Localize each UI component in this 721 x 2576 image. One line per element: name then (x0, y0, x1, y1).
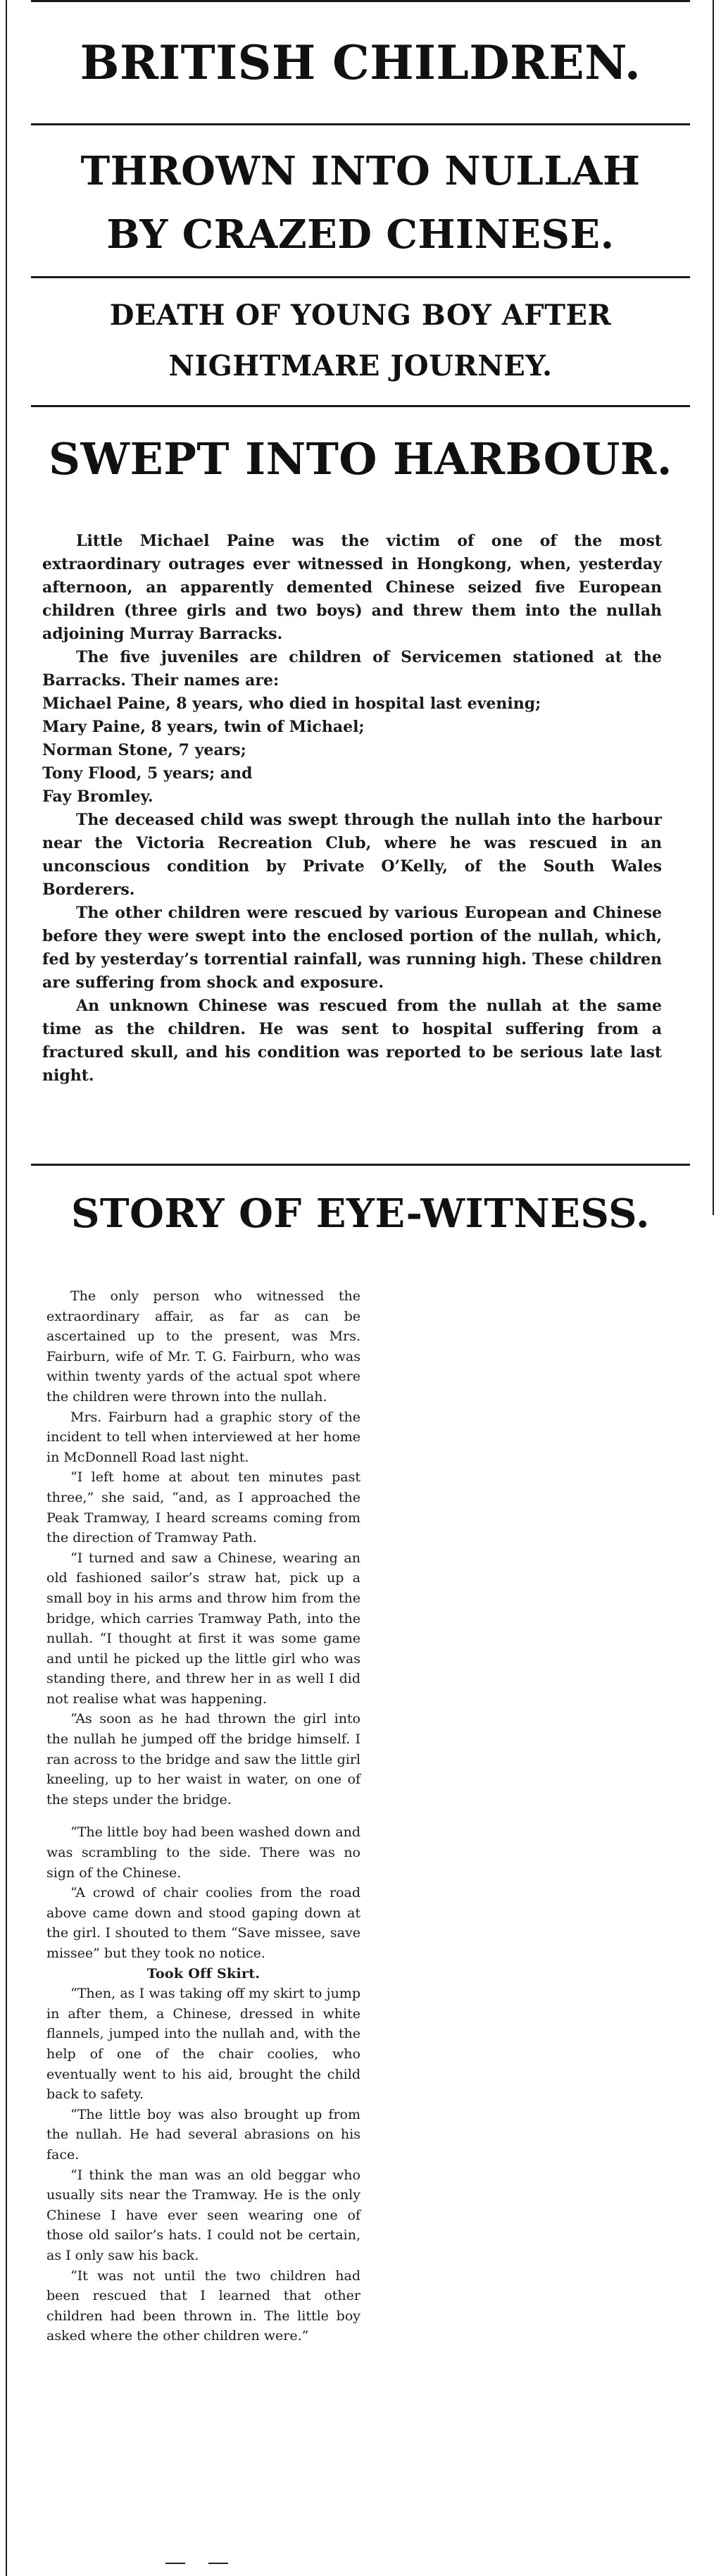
victim-name: Tony Flood, 5 years; and (42, 764, 253, 783)
lead-paragraph-3: The deceased child was swept through the nullah into the harbour near the Victoria Recreation Club, where he was rescued in an unconscious condition by Private O’Kelly, of the South Wales Borderers. (42, 811, 662, 899)
story-paragraph-5: “As soon as he had thrown the girl into the nullah he jumped off the bridge himself. I ran across to the bridge and saw the little girl kneeling, up to her waist in water, on one of the steps under the bridge. (46, 1711, 360, 1807)
story-paragraph-8: “Then, as I was taking off my skirt to jump in after them, a Chinese, dressed in white flannels, jumped into the nullah and, with the help of one of the chair coolies, who eventually went to his aid, brought the child back to safety. (46, 1986, 360, 2103)
victim-name: Norman Stone, 7 years; (42, 741, 246, 759)
top-rule (31, 0, 690, 2)
story-paragraph-10: “I think the man was an old beggar who usually sits near the Tramway. He is the only Chinese I have ever seen wearing one of those old sailor’s hats. I could not be certain, as I only saw his back. (46, 2167, 360, 2263)
headline-rule-1 (31, 123, 690, 125)
lead-paragraph-5: An unknown Chinese was rescued from the nullah at the same time as the children. He was sent to hospital suffering from a fractured skull, and his condition was reported to be serious late last night. (42, 997, 662, 1085)
headline-deck-1-line-2: BY CRAZED CHINESE. (106, 211, 615, 258)
eyewitness-column (46, 1286, 360, 2346)
story-subhead: Took Off Skirt. (146, 1965, 261, 1981)
story-paragraph-2: Mrs. Fairburn had a graphic story of the incident to tell when interviewed at her home in McDonnell Road last night. (46, 1409, 360, 1465)
end-mark (208, 2563, 228, 2564)
section-headline: STORY OF EYE-WITNESS. (70, 1190, 651, 1237)
victim-name: Michael Paine, 8 years, who died in hospital last evening; (42, 695, 541, 713)
headline-deck-1-line-1: THROWN INTO NULLAH (80, 148, 641, 194)
end-mark (165, 2563, 185, 2564)
story-paragraph-11: “It was not until the two children had been rescued that I learned that other children had been thrown in. The little boy asked where the other children were.” (46, 2267, 360, 2344)
headline-rule-2 (31, 276, 690, 278)
story-paragraph-9: “The little boy was also brought up from the nullah. He had several abrasions on his face. (46, 2106, 360, 2163)
headline-deck-2 (13, 290, 708, 392)
lead-paragraph-2: The five juveniles are children of Servicemen stationed at the Barracks. Their names are: (42, 648, 662, 690)
headline-deck-3: SWEPT INTO HARBOUR. (49, 433, 672, 485)
lead-paragraphs (42, 530, 662, 1088)
headline-main: BRITISH CHILDREN. (80, 35, 641, 90)
lead-paragraph-4: The other children were rescued by various European and Chinese before they were swept into the enclosed portion of the nullah, which, fed by yesterday’s torrential rainfall, was running high. These children are suffering from shock and exposure. (42, 904, 662, 992)
victim-name: Fay Bromley. (42, 788, 153, 806)
right-column-rule (713, 0, 714, 1215)
lead-paragraph-1: Little Michael Paine was the victim of one of the most extraordinary outrages ever witnessed in Hongkong, when, yesterday afternoon, an apparently demented Chinese seized five European children (three girls and two boys) and threw them into the nullah adjoining Murray Barracks. (42, 532, 662, 643)
story-paragraph-4: “I turned and saw a Chinese, wearing an old fashioned sailor’s straw hat, pick up a small boy in his arms and throw him from the bridge, which carries Tramway Path, into the nullah. “I thought at first it was some game and until he picked up the little girl who was standing there, and threw her in as well I did not realise what was happening. (46, 1550, 360, 1707)
story-paragraph-3: “I left home at about ten minutes past three,” she said, “and, as I approached the Peak Tramway, I heard screams coming from the direction of Tramway Path. (46, 1469, 360, 1546)
victim-name: Mary Paine, 8 years, twin of Michael; (42, 718, 365, 736)
headline-deck-2-line-2: NIGHTMARE JOURNEY. (168, 349, 553, 382)
headline-rule-3 (31, 405, 690, 407)
headline-deck-1 (13, 139, 708, 266)
story-paragraph-7: “A crowd of chair coolies from the road above came down and stood gaping down at the girl. I shouted to them “Save missee, save missee” but they took no notice. (46, 1885, 360, 1961)
headline-deck-2-line-1: DEATH OF YOUNG BOY AFTER (109, 299, 612, 332)
left-column-rule (6, 0, 7, 2576)
story-paragraph-6: “The little boy had been washed down and was scrambling to the side. There was no sign of the Chinese. (46, 1824, 360, 1881)
section-rule (31, 1164, 690, 1166)
story-paragraph-1: The only person who witnessed the extraordinary affair, as far as can be ascertained up to the present, was Mrs. Fairburn, wife of Mr. T. G. Fairburn, who was within twenty yards of the actual spot where the children were thrown into the nullah. (46, 1288, 360, 1405)
